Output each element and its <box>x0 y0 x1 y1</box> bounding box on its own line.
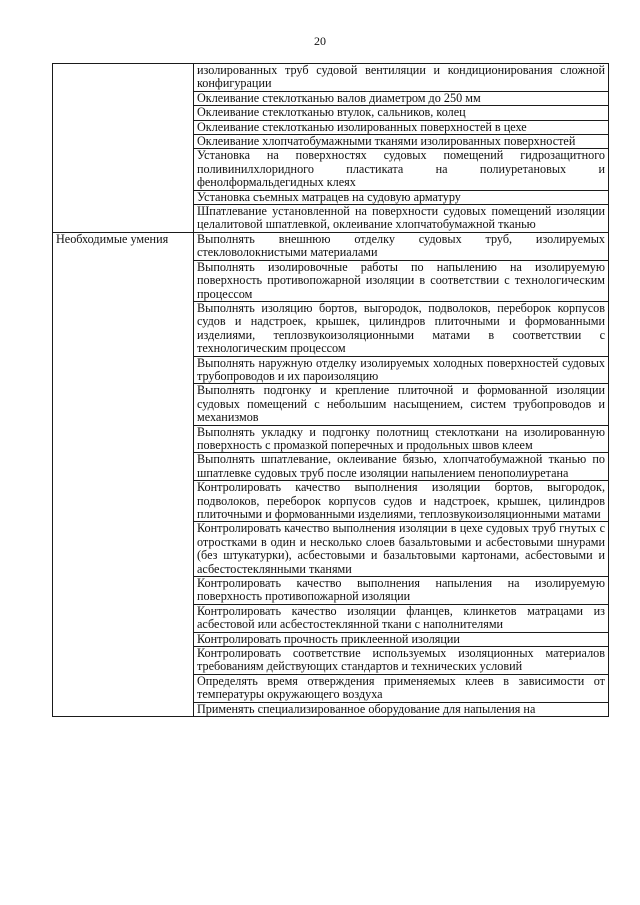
table-body <box>53 64 609 717</box>
table-cell-item: изолированных труб судовой вентиляции и кондиционирования сложной конфигурации <box>194 64 609 92</box>
table-cell-item: Применять специализированное оборудование для напыления на <box>194 702 609 716</box>
table-row <box>53 64 609 92</box>
table-row <box>53 232 609 260</box>
table-cell-item: Контролировать качество выполнения напыления на изолируемую поверхность противопожарной изоляции <box>194 577 609 605</box>
table-cell-item: Выполнять наружную отделку изолируемых холодных поверхностей судовых трубопроводов и их пароизоляцию <box>194 356 609 384</box>
table-cell-item: Выполнять внешнюю отделку судовых труб, изолируемых стекловолокнистыми материалами <box>194 232 609 260</box>
table-cell-item: Контролировать соответствие используемых изоляционных материалов требованиям действующих стандартов и технических условий <box>194 647 609 675</box>
requirements-table <box>52 63 609 717</box>
table-cell-item: Контролировать качество выполнения изоляции бортов, выгородок, подволоков, переборок корпусов судов и надстроек, крышек, цилиндров плиточными и формованными изделиями, теплозвукоизоляционными матами <box>194 481 609 522</box>
table-cell-item: Определять время отверждения применяемых клеев в зависимости от температуры окружающего воздуха <box>194 674 609 702</box>
page-number: 20 <box>314 34 326 48</box>
group-label: Необходимые умения <box>56 231 169 246</box>
table-cell-item: Выполнять изолировочные работы по напылению на изолируемую поверхность противопожарной изоляции в соответствии с технологическим процессом <box>194 260 609 301</box>
table-cell-item: Контролировать качество выполнения изоляции в цехе судовых труб гнутых с отростками в один и несколько слоев базальтовыми и асбестовыми шнурами (без штукатурки), асбестовыми и базальтовыми картонами, асбестовыми и асбестостеклянными тканями <box>194 522 609 577</box>
table-cell-item: Оклеивание стеклотканью валов диаметром до 250 мм <box>194 91 609 105</box>
table-cell-item: Шпатлевание установленной на поверхности судовых помещений изоляции целалитовой шпатлевкой, оклеивание хлопчатобумажной тканью <box>194 205 609 233</box>
table-cell-item: Оклеивание стеклотканью изолированных поверхностей в цехе <box>194 120 609 134</box>
table-cell-item: Установка съемных матрацев на судовую арматуру <box>194 190 609 204</box>
table-cell-item: Выполнять укладку и подгонку полотнищ стеклоткани на изолированную поверхность с промазкой поперечных и продольных швов клеем <box>194 425 609 453</box>
table-cell-item: Контролировать прочность приклеенной изоляции <box>194 632 609 646</box>
table-cell-item: Выполнять шпатлевание, оклеивание бязью, хлопчатобумажной тканью по шпатлевке судовых труб после изоляции напылением пенополиуретана <box>194 453 609 481</box>
group-label-cell <box>53 232 194 716</box>
table-cell-item: Оклеивание хлопчатобумажными тканями изолированных поверхностей <box>194 135 609 149</box>
table-cell-item: Установка на поверхностях судовых помещений гидрозащитного поливинилхлоридного пластиката на полиуретановых и фенолформальдегидных клеях <box>194 149 609 190</box>
table-cell-item: Выполнять подгонку и крепление плиточной и формованной изоляции судовых помещений с небольшим насыщением, систем трубопроводов и механизмов <box>194 384 609 425</box>
table-cell-item: Оклеивание стеклотканью втулок, сальников, колец <box>194 106 609 120</box>
table-cell-item: Выполнять изоляцию бортов, выгородок, подволоков, переборок корпусов судов и надстроек, крышек, цилиндров плиточными и формованными изделиями, теплозвукоизоляционными матами в соответствии с технологическим процессом <box>194 301 609 356</box>
table-cell-item: Контролировать качество изоляции фланцев, клинкетов матрацами из асбестовой или асбестостеклянной ткани с наполнителями <box>194 604 609 632</box>
group-label-cell <box>53 64 194 233</box>
